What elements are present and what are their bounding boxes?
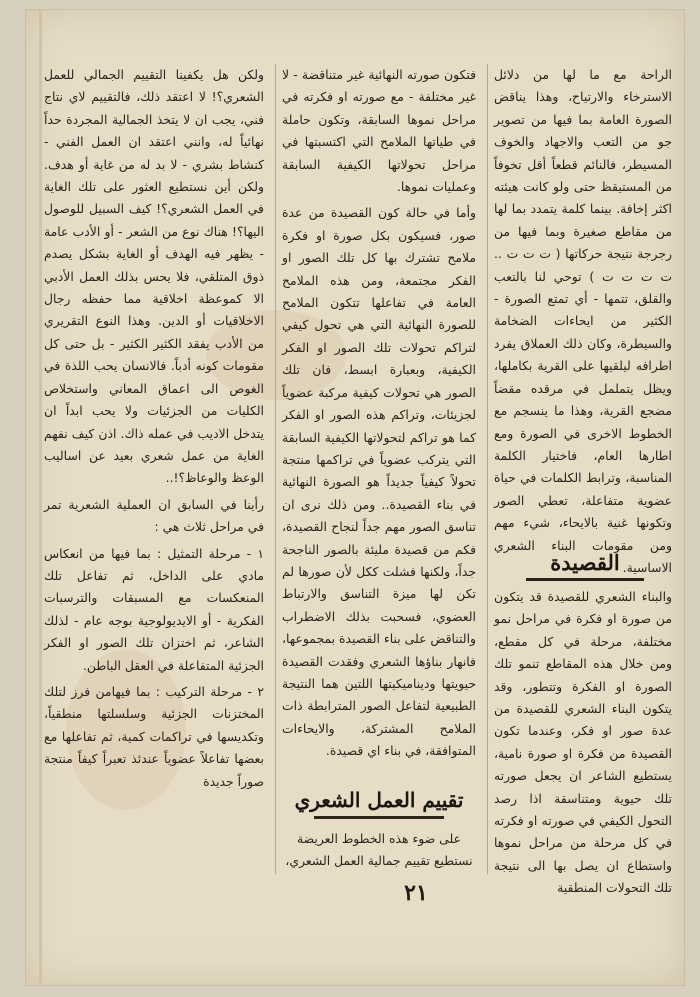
heading-underline [314, 816, 444, 819]
paragraph: وأما في حالة كون القصيدة من عدة صور، فسيكون بكل صورة او فكرة ملامح تشترك بها كل تلك الصور او الفكر مجتمعة، ومن هذه الملامح العامة في تفاعلها تتكون الملامح للصورة النهائية التي هي تحول كيفي لتراكم تحولات تلك الصور او الفكر الكيفية، وبعبارة ابسط، فان تلك الصور هي تحولات كيفية مركبة عضوياً لجزيئات، وتراكم هذه الصور او الفكر كما هو تراكم لتحولاتها الكيفية السابقة التي يتركب عضوياً في تراكمها منتجة تحولاً كيفياً جديداً هو الصورة النهائية في بناء القصيدة.. ومن ذلك نرى ان تناسق الصور مهم جداً لنجاح القصيدة، فكم من قصيدة مليئة بالصور الناجحة جداً، ولكنها فشلت ككل لأن صورها لم تكن لها ميزة التناسق والارتباط العضوي، فسحبت بذلك الاضطراب والتناقض على بناء القصيدة بمجموعها، فانهار بناؤها الشعري وفقدت القصيدة حيويتها وديناميكيتها اللتين هما النتيجة الطبيعية لتفاعل الصور المترابطة ذات الملامح المشتركة، والايحاءات المتوافقة، في بناء اي قصيدة. [282, 205, 476, 759]
paragraph: رأينا في السابق ان العملية الشعرية تمر في مراحل ثلاث هي : [44, 496, 264, 535]
magazine-page [26, 10, 684, 985]
column-right-bottom [494, 586, 672, 900]
paragraph: والبناء الشعري للقصيدة قد يتكون من صورة او فكرة في مراحل نمو مختلفة، مرحلة في كل مقطع، ومن خلال هذه المقاطع تنمو تلك الصورة او الفكرة وتتطور، وقد يتكون البناء الشعري للقصيدة من عدة صور او فكر، وعندما تكون القصيدة من فكرة او صورة نامية، يستطيع الشاعر ان يجعل صورته تلك حيوية ومتناسقة اذا رصد التحول الكيفي في صورته او فكرته في كل مرحلة من مراحل نموها واستطاع ان يصل بها الى نتيجة تلك التحولات المنطقية [494, 589, 672, 896]
column-middle [282, 64, 476, 763]
paragraph: ولكن هل يكفينا التقييم الجمالي للعمل الشعري؟! لا اعتقد ذلك، فالتقييم لاي نتاج فني، يجب ان لا يتخذ الجمالية المجردة حداً نهائياً له، وانني اعتقد ان العمل الفني - كنشاط بشري - لا بد له من غاية أو هدف. ولكن أين نستطيع العثور على تلك الغاية في العمل الشعري؟! كيف السبيل للوصول اليها؟! هناك نوع من الشعر - أو الأدب عامة - يظهر فيه الهدف أو الغاية بشكل يصدم ذوق المتلقي، فلا يحس بذلك العمل الأدبي الا كموعظة اخلاقية مما حفظه رجال الاخلاقيات أو الدين. وهذا النوع التقريري من الأدب يفقد الكثير الكثير - بل حتى كل مقومات كونه أدباً. فالانسان يحب اللذة في الغوص الى اعماق المعاني واستخلاص الكليات من الجزئيات ولا يحب ابداً ان يتدخل الاديب في عمله ذاك. اذن كيف نفهم الغاية من عمل شعري بعيد عن اساليب الوعظ والوعاظ؟!.. [44, 67, 264, 486]
heading-underline [526, 578, 644, 581]
paragraph: ٢ - مرحلة التركيب : بما فيهامن فرز لتلك المختزنات الجزئية وسلسلتها منطقياً، وتكديسها في تراكمات كمية، ثم تفاعلها مع بعضها تفاعلاً عضوياً عندئذ تعبراً كيفاً منتجة صوراً جديدة [44, 683, 264, 789]
section-intro-text: على ضوء هذه الخطوط العريضة نستطيع تقييم جمالية العمل الشعري، [285, 831, 473, 868]
column-right [494, 64, 672, 579]
heading-poetry-evaluation: تقييم العمل الشعري [294, 788, 464, 812]
column-left [44, 64, 264, 793]
column-divider-left [275, 64, 276, 874]
paragraph: الراحة مع ما لها من دلائل الاسترخاء والارتياح، وهذا يناقض الصورة العامة بما فيها من تصوير جو من التعب والاجهاد والخوف المسيطر، فالنائم قطعاً أقل تخوفاً من المستيقظ حتى ولو كانت هيئته اكثر إخافة. بينما كلمة يتمدد بما لها من مقاطع صغيرة وبما فيها من رجرجة نتيجة حركاتها ( ت ت ت .. ت ت ت ت ) توحي لنا بالتعب والقلق، تتمها - أي تمتع الصورة - الكثير من ايحاءات الضخامة والسيطرة، وكان ذلك العملاق يفرد اطرافه ليلقيها على القرية بكاملها، ويظل يتململ في مرقده مقضاً مضجع القرية، وهذا ما ينسجم مع الخطوط الاخرى في الصورة ومع اطارها العام، فاختيار الكلمة المناسبة، وترابط الكلمات في حياة عضوية متفاعلة، تعطي الصور وتكونها غنية بالايحاء، شيء مهم ومن مقومات البناء الشعري الاساسية. [494, 67, 672, 575]
page-fold-shadow [39, 10, 42, 985]
column-divider-right [487, 64, 488, 874]
paragraph: ١ - مرحلة التمثيل : بما فيها من انعكاس مادي على الداخل، ثم تفاعل تلك المنعكسات مع المسبقات والترسبات الفكرية - أو الايديولوجية بوجه عام - لذلك الشاعر، ثم اختزان تلك الصور او الفكر الجزئية المتفاعلة في العقل الباطن. [44, 545, 264, 673]
heading-qasida: القصيدة [550, 550, 620, 575]
paragraph: فتكون صورته النهائية غير متناقضة - لا غير مختلفة - مع صورته او فكرته في مراحل نموها السابقة، وتكون حاملة في طياتها الملامح التي اكتسبتها في مراحل تحولاتها الكيفية السابقة وعمليات نموها. [282, 67, 476, 195]
page-number: ٢١ [404, 880, 428, 906]
